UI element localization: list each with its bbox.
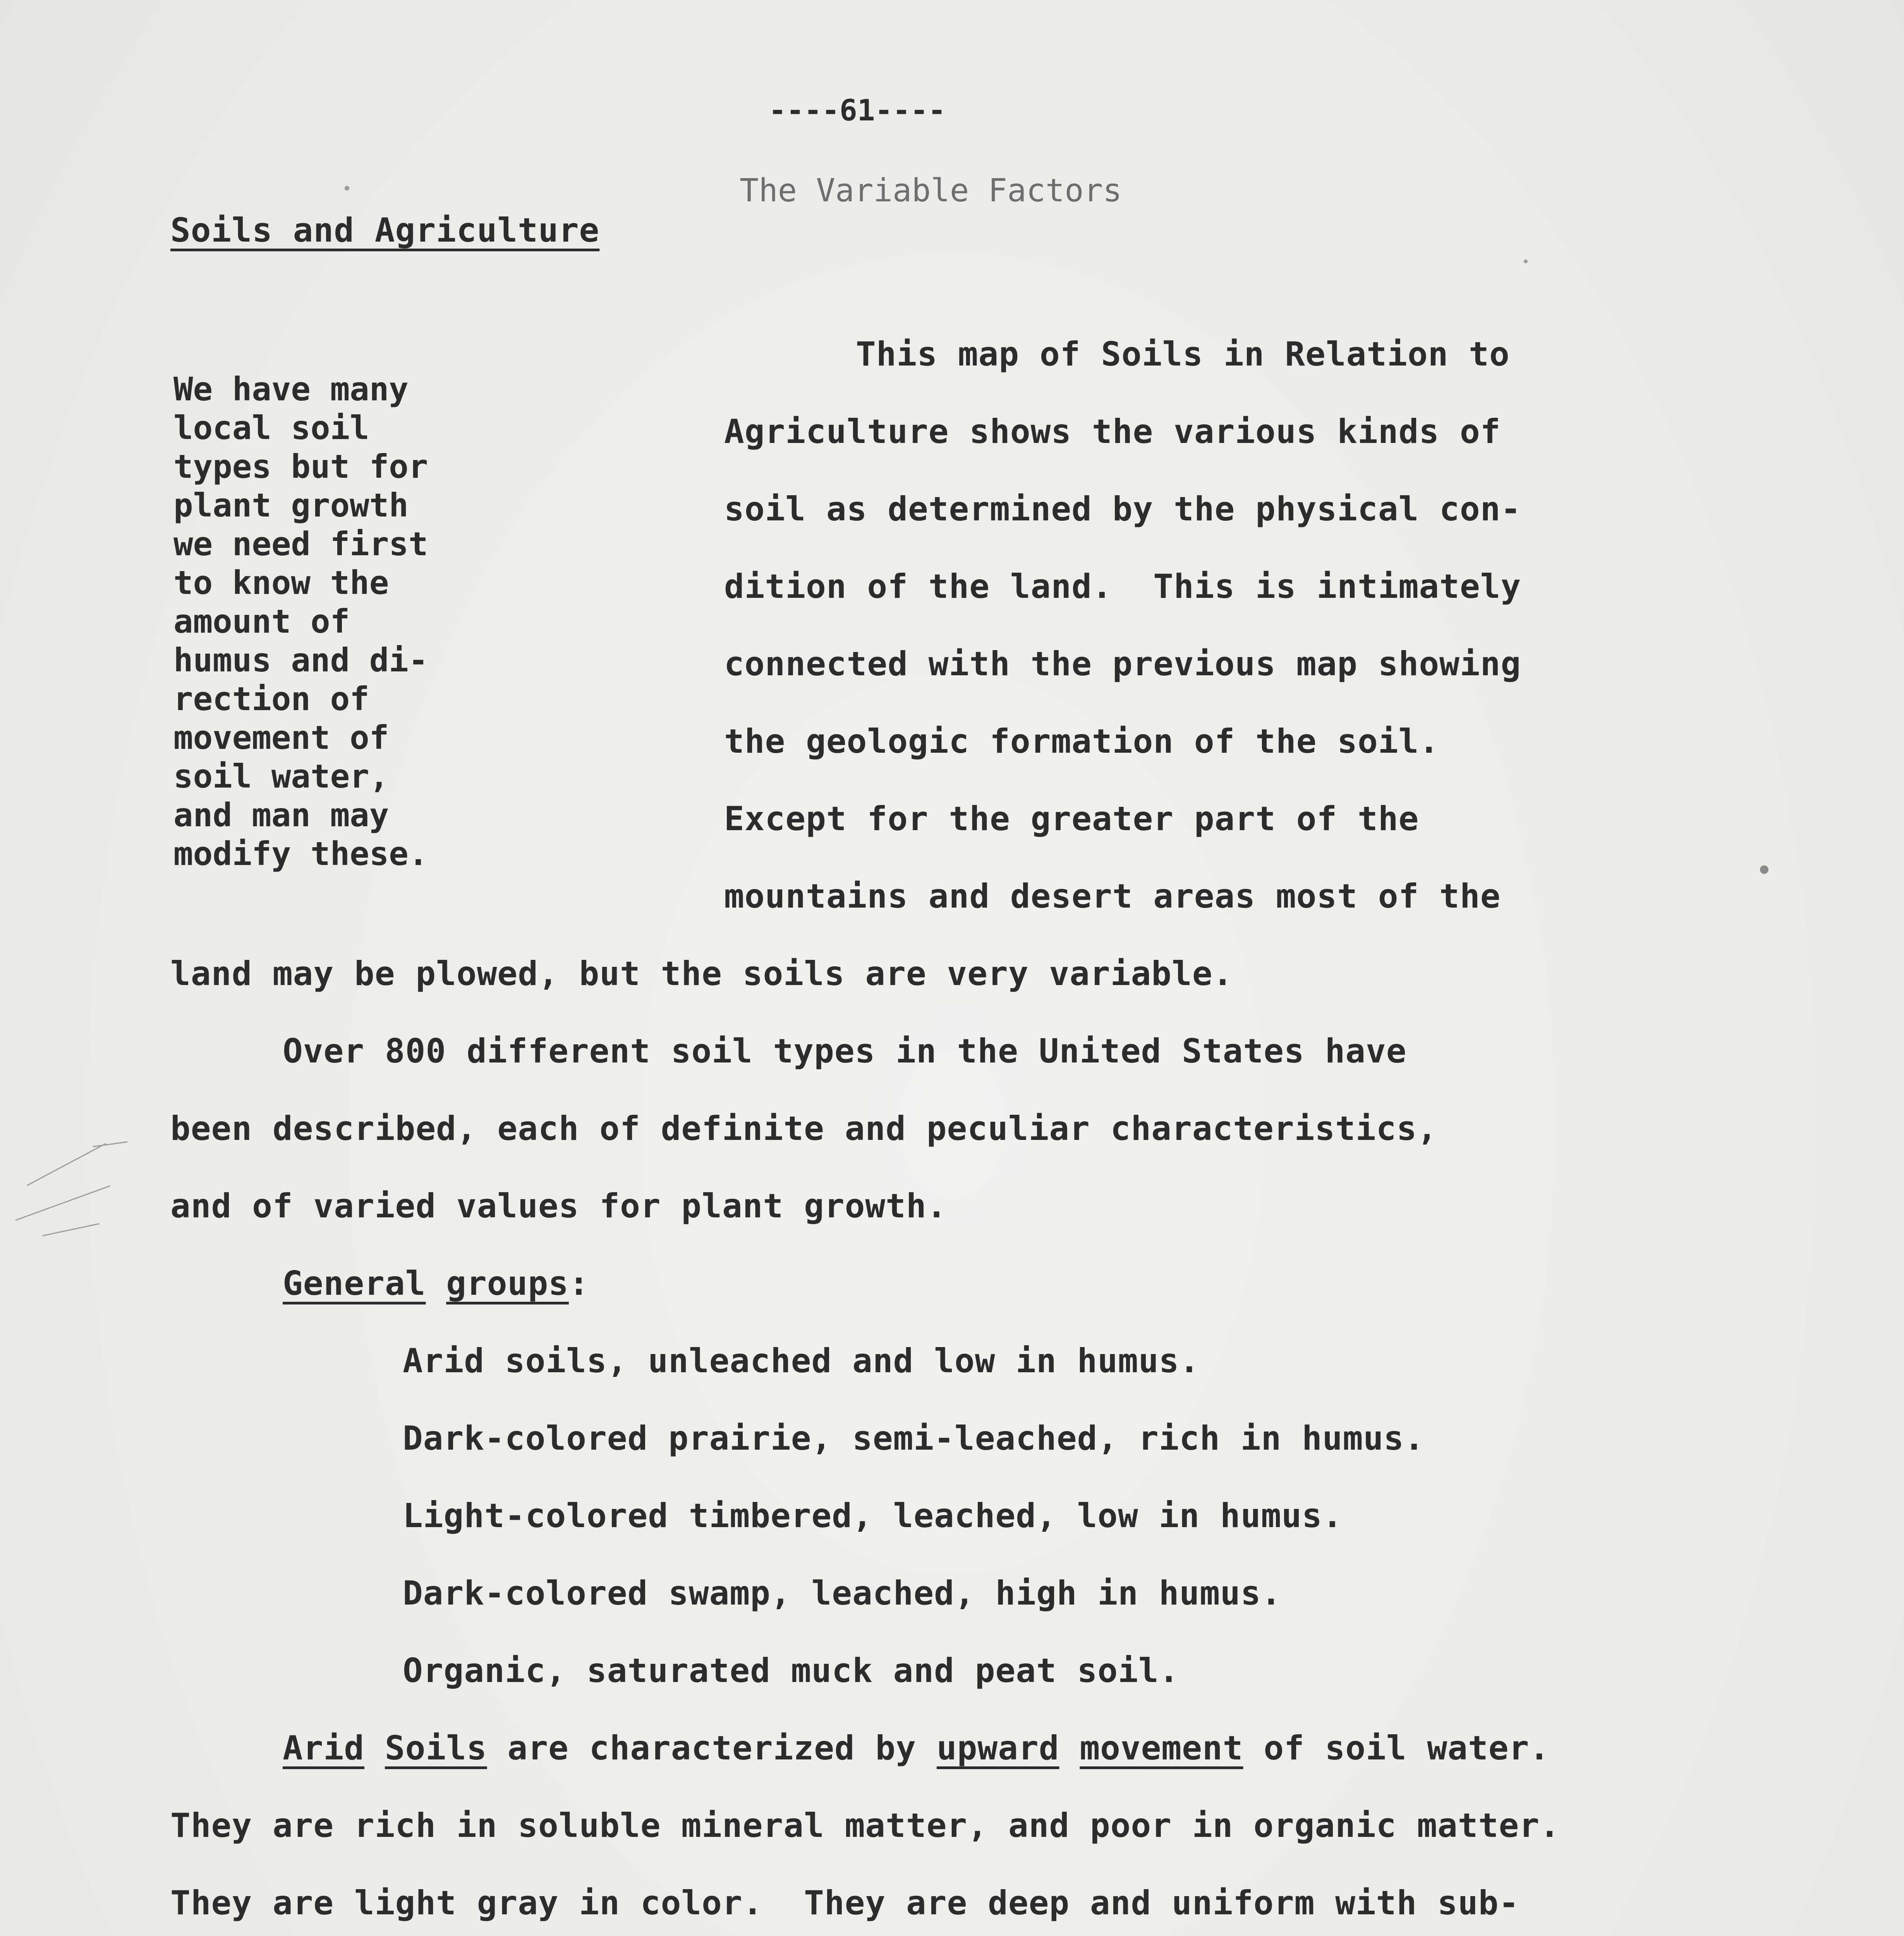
para2-line: been described, each of definite and peculiar characteristics,	[170, 1109, 1438, 1148]
arid-underlined: upward	[936, 1729, 1059, 1768]
group-item: Light-colored timbered, leached, low in humus.	[403, 1497, 1343, 1535]
arid-text: of soil water.	[1243, 1729, 1550, 1768]
section-title: Soils and Agriculture	[170, 211, 600, 250]
paper-scratch	[93, 1141, 128, 1147]
arid-first-line	[283, 1729, 1550, 1768]
intro-line: dition of the land. This is intimately	[724, 567, 1521, 606]
groups-heading	[283, 1264, 589, 1303]
arid-line: They are light gray in color. They are deep and uniform with sub-	[170, 1884, 1519, 1922]
intro-line: This map of Soils in Relation to	[856, 335, 1510, 374]
arid-title-word: Soils	[385, 1729, 487, 1768]
intro-line: Agriculture shows the various kinds of	[724, 412, 1501, 451]
paper-speck	[345, 186, 349, 191]
arid-underlined: movement	[1080, 1729, 1243, 1768]
arid-line: They are rich in soluble mineral matter, and poor in organic matter.	[170, 1806, 1560, 1845]
group-item: Organic, saturated muck and peat soil.	[403, 1651, 1179, 1690]
paper-scratch	[27, 1143, 106, 1186]
intro-line: Except for the greater part of the	[724, 800, 1419, 838]
groups-heading-colon: :	[568, 1264, 589, 1303]
intro-line: the geologic formation of the soil.	[724, 722, 1440, 761]
para2-line: Over 800 different soil types in the United States have	[283, 1032, 1407, 1071]
group-item: Arid soils, unleached and low in humus.	[403, 1342, 1200, 1380]
groups-heading-word: General	[283, 1264, 426, 1303]
arid-text: are characterized by	[487, 1729, 937, 1768]
paper-scratch	[43, 1223, 100, 1236]
paper-speck	[1524, 259, 1528, 263]
intro-line: connected with the previous map showing	[724, 645, 1521, 683]
arid-title-word: Arid	[283, 1729, 365, 1768]
page-number: ----61----	[769, 93, 946, 127]
paper-scratch	[15, 1185, 110, 1221]
running-head: The Variable Factors	[740, 172, 1122, 209]
para2-line: and of varied values for plant growth.	[170, 1187, 947, 1225]
intro-line: soil as determined by the physical con-	[724, 490, 1521, 529]
group-item: Dark-colored swamp, leached, high in humus.	[403, 1574, 1282, 1613]
intro-line: mountains and desert areas most of the	[724, 877, 1501, 916]
groups-heading-word: groups	[446, 1264, 569, 1303]
margin-note: We have many local soil types but for plant growth we need first to know the amount of humus and di- rection of movement of soil water, and man may modify these.	[173, 370, 428, 873]
intro-line: land may be plowed, but the soils are very variable.	[170, 954, 1233, 993]
paper-speck	[1760, 865, 1768, 874]
group-item: Dark-colored prairie, semi-leached, rich in humus.	[403, 1419, 1425, 1458]
